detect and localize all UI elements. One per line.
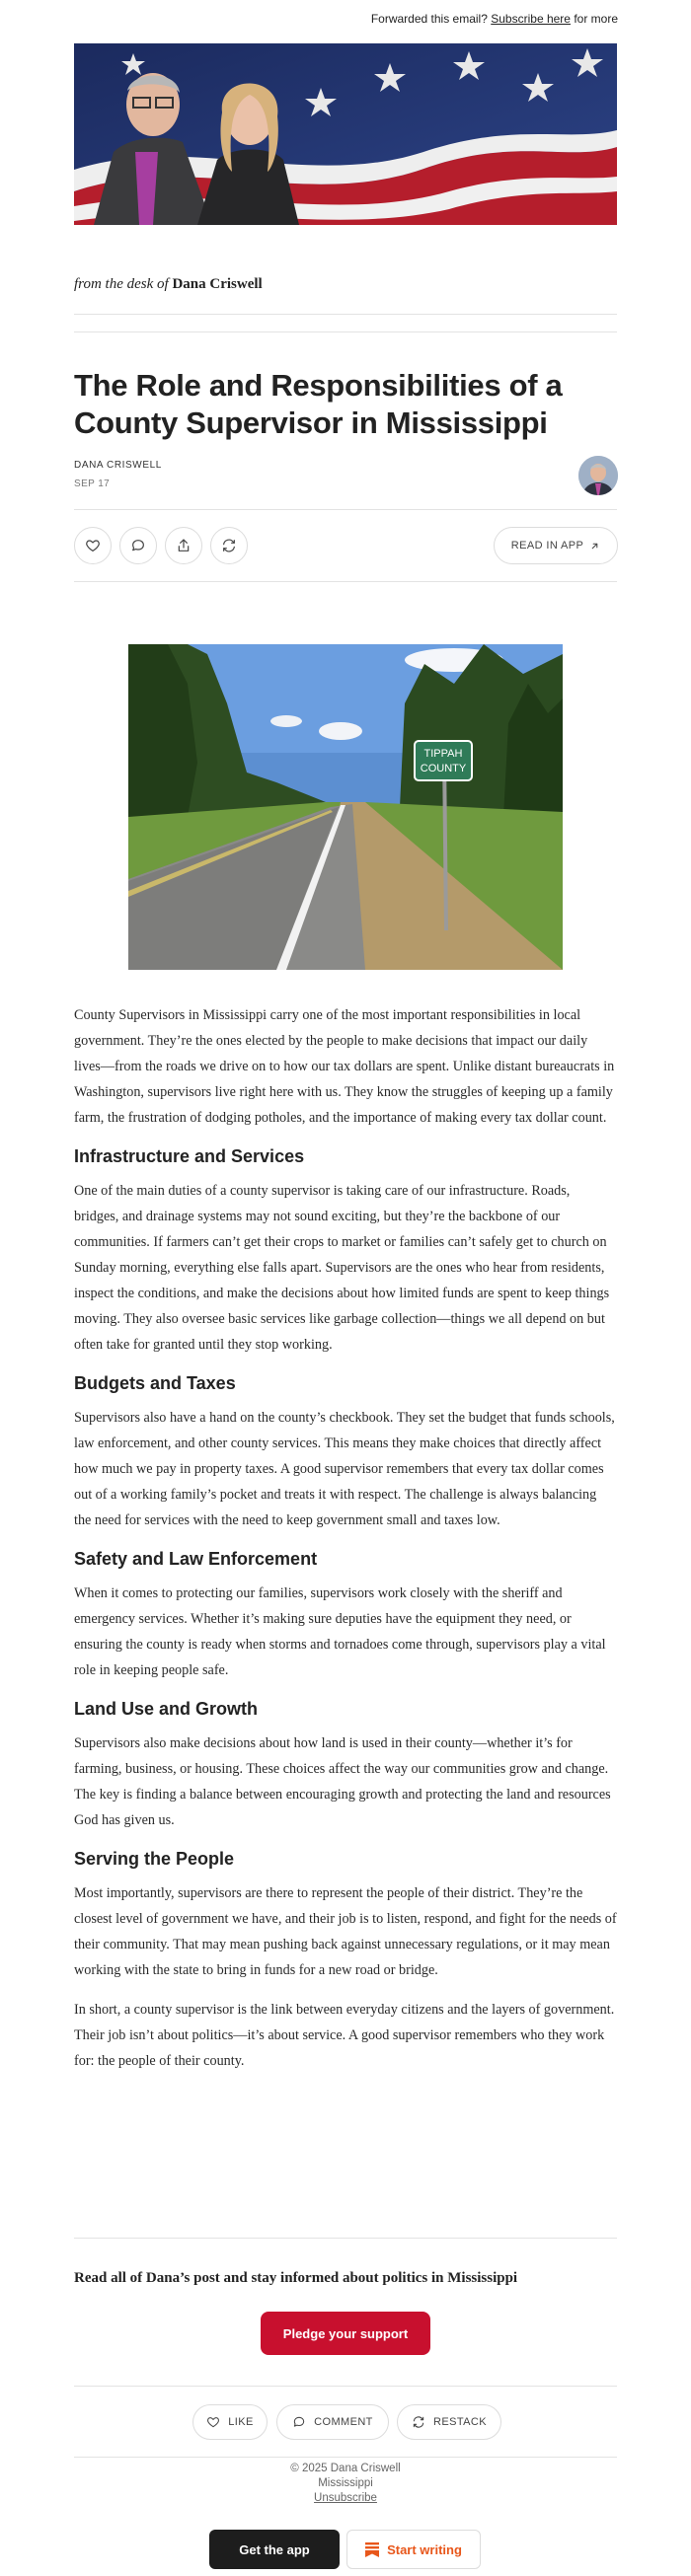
article-hero-image[interactable] xyxy=(128,644,563,970)
footer-location: Mississippi xyxy=(318,2477,373,2489)
restack-icon xyxy=(221,538,237,553)
section-body-budgets: Supervisors also have a hand on the county’s checkbook. They set the budget that funds schools, law enforcement, and other county services. This means they make choices that directly affect how much we pay in property taxes. A good supervisor remembers that every tax dollar comes out of a working family’s pocket and treats it with respect. The challenge is always balancing the need for services with the need to keep government small and taxes low. xyxy=(74,1410,615,1528)
divider xyxy=(74,509,617,510)
substack-logo-icon xyxy=(365,2542,379,2557)
masthead xyxy=(74,276,263,293)
subscribe-link[interactable]: Subscribe here xyxy=(491,12,571,26)
comment-icon xyxy=(292,2415,306,2429)
start-writing-label: Start writing xyxy=(387,2541,462,2557)
restack-icon xyxy=(412,2415,425,2429)
forward-bar xyxy=(371,12,618,26)
section-heading-land-use: Land Use and Growth xyxy=(74,1699,259,1719)
restack-button[interactable] xyxy=(210,527,248,564)
share-button[interactable] xyxy=(165,527,202,564)
post-date: SEP 17 xyxy=(74,478,111,489)
section-heading-infrastructure: Infrastructure and Services xyxy=(74,1146,305,1166)
cta-text: Read all of Dana’s post and stay informed about politics in Mississippi xyxy=(74,2270,518,2286)
comment-icon xyxy=(130,538,146,553)
article-conclusion: In short, a county supervisor is the link between everyday citizens and the layers of government. Their job isn’t about politics—it’s about service. A good supervisor remembers who they work for: the people of their county. xyxy=(74,2002,615,2069)
from-desk-label: from the desk of xyxy=(74,276,169,292)
like-action-button[interactable] xyxy=(192,2404,268,2440)
divider xyxy=(74,2238,617,2239)
restack-action-button[interactable] xyxy=(397,2404,501,2440)
publication-name[interactable]: Dana Criswell xyxy=(172,276,263,292)
share-icon xyxy=(176,538,192,553)
sign-line-1: TIPPAH xyxy=(423,748,463,760)
section-body-land-use: Supervisors also make decisions about how land is used in their county—whether it’s for farming, business, or housing. These choices affect the way our communities grow and change. The key is finding a balance between encouraging growth and protecting the land and resources God has given us. xyxy=(74,1735,611,1828)
heart-icon xyxy=(206,2415,220,2429)
restack-label: RESTACK xyxy=(433,2416,487,2428)
divider xyxy=(74,314,617,315)
divider xyxy=(74,2386,617,2387)
divider xyxy=(74,331,617,332)
avatar[interactable] xyxy=(578,456,618,495)
forward-prefix: Forwarded this email? xyxy=(370,12,488,26)
comment-button[interactable] xyxy=(119,527,157,564)
header-banner-image xyxy=(74,43,617,225)
post-title[interactable]: The Role and Responsibilities of a County Supervisor in Mississippi xyxy=(74,368,563,440)
forward-suffix: for more xyxy=(574,12,618,26)
section-heading-budgets: Budgets and Taxes xyxy=(74,1373,236,1393)
like-label: LIKE xyxy=(228,2416,254,2428)
read-in-app-label: READ IN APP xyxy=(510,540,584,552)
section-heading-serving: Serving the People xyxy=(74,1849,235,1869)
section-body-infrastructure: One of the main duties of a county supervisor is taking care of our infrastructure. Roads, bridges, and drainage systems may not sound exciting, but they’re the backbone of our communities. If farmers can’t get their crops to market or families can’t safely get to church on Sunday morning, everything else falls apart. Supervisors are the ones who hear from residents, inspect the conditions, and make the decisions about how limited funds are spent to keep things moving. They also oversee basic services like garbage collection—things we all depend on but often take for granted until they stop working. xyxy=(74,1183,610,1353)
article-body xyxy=(74,1002,617,2088)
divider xyxy=(74,581,617,582)
article-intro: County Supervisors in Mississippi carry one of the most important responsibilities in local government. They’re the ones elected by the people to make decisions that impact our daily lives—from the roads we drive on to how our tax dollars are spent. Unlike distant bureaucrats in Washington, supervisors live right here with us. They know the struggles of keeping up a family farm, the frustration of dodging potholes, and the importance of making every tax dollar count. xyxy=(74,1007,615,1126)
comment-action-button[interactable] xyxy=(276,2404,389,2440)
heart-icon xyxy=(85,538,101,553)
start-writing-button[interactable] xyxy=(346,2530,481,2569)
read-in-app-button[interactable] xyxy=(494,527,618,564)
get-the-app-button[interactable]: Get the app xyxy=(209,2530,340,2569)
sign-line-2: COUNTY xyxy=(420,763,467,774)
arrow-up-right-icon xyxy=(589,541,600,552)
unsubscribe-link[interactable]: Unsubscribe xyxy=(314,2492,377,2504)
pledge-support-button[interactable]: Pledge your support xyxy=(261,2312,430,2355)
divider xyxy=(74,2457,617,2458)
section-body-safety: When it comes to protecting our families, supervisors work closely with the sheriff and emergency services. Whether it’s making sure deputies have the equipment they need, or ensuring the county is ready when storms and tornadoes come through, supervisors play a vital role in keeping people safe. xyxy=(74,1585,606,1678)
like-button[interactable] xyxy=(74,527,112,564)
comment-label: COMMENT xyxy=(314,2416,373,2428)
post-author[interactable]: DANA CRISWELL xyxy=(74,460,162,471)
footer-copyright: © 2025 Dana Criswell xyxy=(290,2463,401,2474)
section-body-serving: Most importantly, supervisors are there to represent the people of their district. They’re the closest level of government we have, and their job is to listen, respond, and fight for the needs of their community. That may mean pushing back against unnecessary regulations, or it may mean working with the state to bring in funds for a new road or bridge. xyxy=(74,1885,617,1978)
section-heading-safety: Safety and Law Enforcement xyxy=(74,1549,318,1569)
